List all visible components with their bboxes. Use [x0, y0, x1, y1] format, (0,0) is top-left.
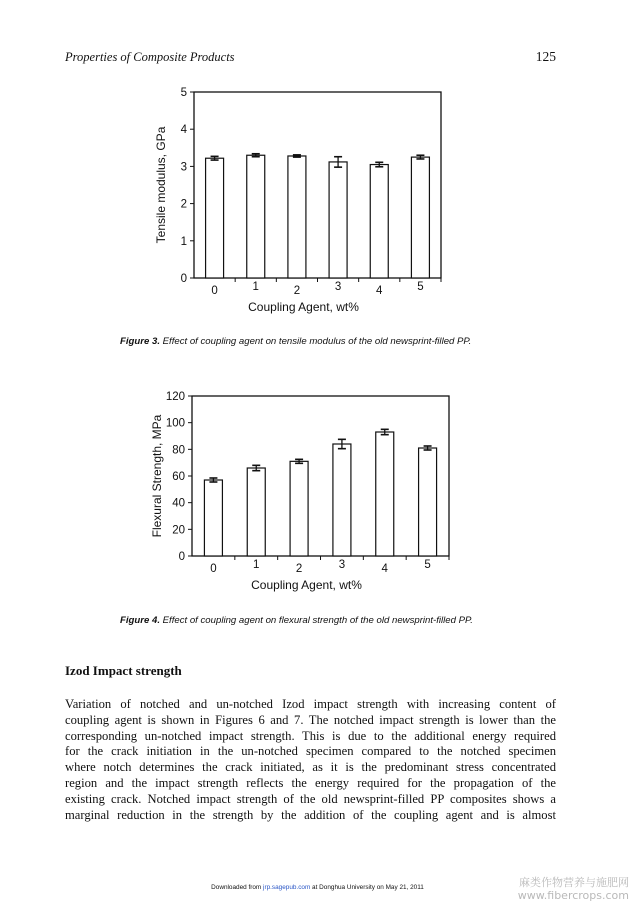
body-paragraph	[65, 697, 556, 823]
figure-4-caption-text: Effect of coupling agent on flexural strength of the old newsprint-filled PP.	[159, 615, 473, 626]
y-tick-label: 4	[180, 124, 187, 137]
bar	[290, 461, 308, 556]
bar	[206, 158, 224, 278]
x-tick-label: 0	[211, 285, 218, 297]
bar	[333, 444, 351, 556]
figure-3-label: Figure 3.	[120, 336, 160, 347]
body-line: for the crack initiation in the un-notched specimen compared to the notched specimen	[65, 744, 556, 759]
x-tick-label: 3	[338, 559, 346, 571]
bar	[419, 448, 437, 556]
x-axis-label: Coupling Agent, wt%	[251, 578, 362, 592]
running-head-title: Properties of Composite Products	[65, 50, 235, 64]
watermark	[518, 876, 629, 902]
body-line: existing crack. Notched impact strength of the old newsprint-filled PP composites shows a	[65, 791, 556, 806]
bar	[376, 432, 394, 556]
x-tick-label: 4	[376, 285, 383, 297]
y-tick-label: 100	[165, 417, 185, 430]
y-tick-label: 3	[180, 161, 187, 174]
y-tick-label: 2	[180, 198, 187, 211]
x-tick-label: 3	[334, 281, 342, 293]
x-tick-label: 0	[210, 563, 217, 575]
y-tick-label: 80	[172, 444, 185, 457]
body-line: Variation of notched and un-notched Izod impact strength with increasing content of	[65, 697, 556, 711]
x-tick-label: 5	[417, 281, 424, 293]
y-axis-label: Flexural Strength, MPa	[150, 414, 164, 538]
x-tick-label: 2	[293, 285, 301, 297]
bar	[204, 480, 222, 556]
y-tick-label: 20	[172, 524, 185, 537]
footer-suffix: at Donghua University on May 21, 2011	[310, 884, 424, 891]
body-line: corresponding un-notched impact strength. This is due to the additional energy required	[65, 728, 556, 743]
y-axis-label: Tensile modulus, GPa	[154, 126, 168, 244]
plot-frame	[192, 396, 449, 556]
x-tick-label: 2	[295, 563, 303, 575]
body-line: coupling agent is shown in Figures 6 and 7. The notched impact strength is lower than the	[65, 712, 556, 727]
x-tick-label: 4	[381, 563, 388, 575]
footer-link[interactable]: jrp.sagepub.com	[263, 884, 311, 891]
bar	[247, 155, 265, 278]
x-axis-label: Coupling Agent, wt%	[248, 300, 359, 314]
bar	[288, 156, 306, 278]
watermark-line-2: www.fibercrops.com	[517, 889, 629, 902]
y-tick-label: 0	[180, 273, 187, 285]
figure-3-caption-text: Effect of coupling agent on tensile modulus of the old newsprint-filled PP.	[159, 336, 472, 347]
y-tick-label: 120	[165, 391, 185, 403]
bar	[370, 165, 388, 278]
y-tick-label: 40	[172, 497, 185, 510]
y-tick-label: 5	[180, 87, 187, 99]
page-number: 125	[535, 49, 556, 64]
bar	[247, 468, 265, 556]
watermark-line-1: 麻类作物营养与施肥网	[519, 876, 629, 889]
figure-3-caption	[120, 336, 560, 347]
figure-3-chart	[150, 82, 450, 314]
y-tick-label: 0	[178, 551, 185, 563]
y-tick-label: 1	[180, 235, 187, 248]
bar	[329, 162, 347, 278]
x-tick-label: 1	[253, 559, 260, 571]
body-line: marginal reduction in the strength by the addition of the coupling agent and is almost	[65, 807, 556, 822]
x-tick-label: 5	[424, 559, 431, 571]
bar	[411, 157, 429, 278]
x-tick-label: 1	[252, 281, 259, 293]
running-head	[65, 50, 556, 68]
figure-4-caption	[120, 615, 560, 626]
body-line: where notch determines the crack initiated, as it is the predominant stress concentrated	[65, 760, 556, 775]
figure-4-chart	[146, 386, 456, 596]
figure-4-label: Figure 4.	[120, 615, 160, 626]
footer-prefix: Downloaded from	[211, 884, 264, 891]
y-tick-label: 60	[172, 471, 185, 483]
body-line: region and the impact strength reflects the energy required for the propagation of the	[65, 775, 556, 790]
section-heading: Izod Impact strength	[65, 663, 182, 678]
plot-frame	[194, 92, 441, 278]
